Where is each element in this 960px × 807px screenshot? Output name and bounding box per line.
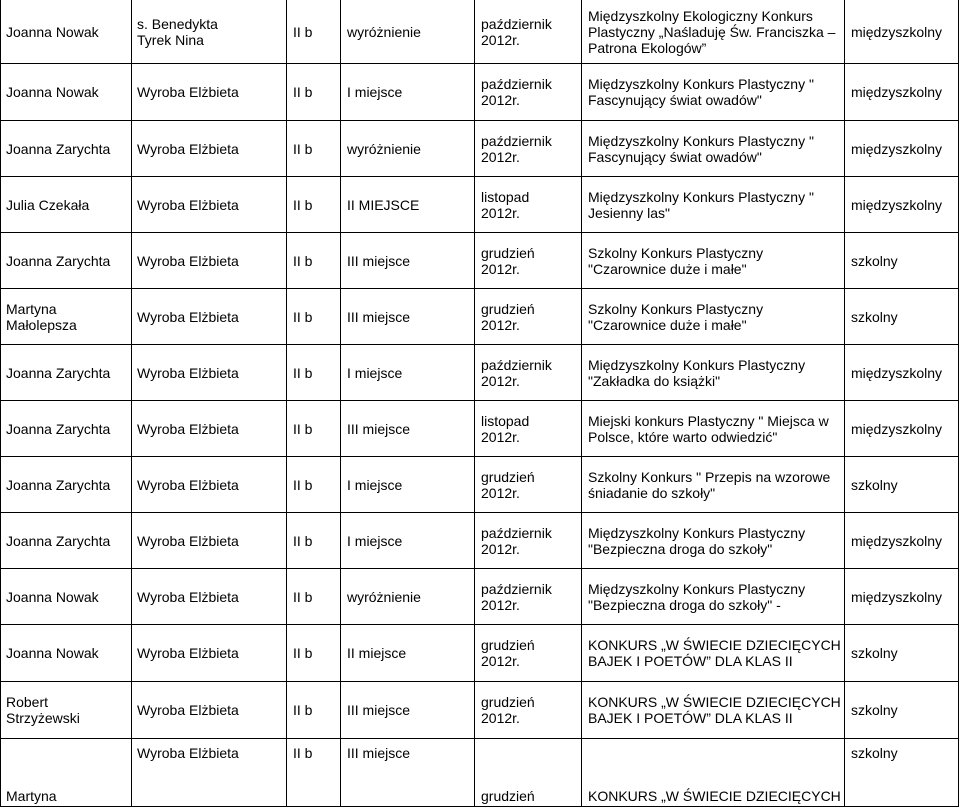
- contest-name-cell: [582, 0, 845, 64]
- contest-name-line: "Bezpieczna droga do szkoły": [588, 540, 773, 557]
- contest-level-text: międzyszkolny: [851, 23, 943, 40]
- student-name-cell: [1, 345, 132, 401]
- date-cell: [475, 289, 582, 345]
- contest-name-line: Międzyszkolny Konkurs Plastyczny: [588, 580, 806, 597]
- contest-level-text: szkolny: [851, 745, 898, 761]
- contest-name-line: BAJEK I POETÓW” DLA KLAS II: [588, 710, 793, 726]
- awards-table-body: [1, 0, 959, 807]
- student-name-line: Martyna: [6, 788, 57, 804]
- result-cell: [341, 457, 475, 513]
- result-cell: [341, 345, 475, 401]
- contest-name-line: Patrona Ekologów”: [588, 39, 707, 56]
- contest-name-cell: [582, 513, 845, 569]
- contest-name-line: Międzyszkolny Ekologiczny Konkurs: [588, 7, 813, 24]
- contest-name-cell: [582, 682, 845, 739]
- student-name-cell: [1, 233, 132, 289]
- teacher-name-line: Wyroba Elżbieta: [137, 702, 239, 718]
- class-text: II b: [293, 140, 313, 157]
- date-line: grudzień: [481, 244, 535, 261]
- table-row: [1, 401, 959, 457]
- contest-level-text: szkolny: [851, 252, 898, 269]
- contest-name-line: Fascynujący świat owadów": [588, 148, 762, 165]
- class-cell: [287, 569, 341, 625]
- date-line: listopad: [481, 188, 530, 205]
- class-text: II b: [293, 196, 313, 213]
- table-row: [1, 345, 959, 401]
- date-cell: [475, 625, 582, 682]
- date-line: grudzień: [481, 300, 535, 317]
- contest-level-text: szkolny: [851, 645, 898, 661]
- contest-name-line: śniadanie do szkoły": [588, 484, 716, 501]
- class-text: II b: [293, 420, 313, 437]
- contest-name-line: Polsce, które warto odwiedzić": [588, 428, 778, 445]
- teacher-name-line: Wyroba Elżbieta: [137, 364, 239, 381]
- table-row: [1, 0, 959, 64]
- date-line: 2012r.: [481, 710, 520, 726]
- student-name-cell: [1, 513, 132, 569]
- class-cell: [287, 177, 341, 233]
- contest-level-cell: [845, 64, 959, 121]
- teacher-name-cell: [132, 625, 287, 682]
- date-line: październik: [481, 15, 552, 32]
- contest-name-line: Plastyczny „Naśladuję Św. Franciszka –: [588, 23, 836, 40]
- class-cell: [287, 289, 341, 345]
- class-cell: [287, 739, 341, 807]
- date-line: październik: [481, 132, 552, 149]
- date-cell: [475, 569, 582, 625]
- table-row: [1, 177, 959, 233]
- date-cell: [475, 64, 582, 121]
- student-name-cell: [1, 682, 132, 739]
- result-cell: [341, 513, 475, 569]
- result-text: I miejsce: [347, 532, 403, 549]
- table-row: [1, 739, 959, 807]
- contest-name-line: Miejski konkurs Plastyczny " Miejsca w: [588, 412, 829, 429]
- date-line: październik: [481, 356, 552, 373]
- result-cell: [341, 569, 475, 625]
- result-cell: [341, 64, 475, 121]
- date-cell: [475, 0, 582, 64]
- date-line: październik: [481, 524, 552, 541]
- student-name-line: Joanna Nowak: [6, 588, 99, 605]
- result-text: wyróżnienie: [347, 140, 421, 157]
- date-line: listopad: [481, 412, 530, 429]
- class-cell: [287, 401, 341, 457]
- result-cell: [341, 625, 475, 682]
- result-text: III miejsce: [347, 252, 411, 269]
- table-row: [1, 457, 959, 513]
- teacher-name-line: Wyroba Elżbieta: [137, 140, 239, 157]
- class-text: II b: [293, 252, 313, 269]
- class-cell: [287, 682, 341, 739]
- contest-name-line: Międzyszkolny Konkurs Plastyczny ": [588, 76, 814, 92]
- teacher-name-cell: [132, 0, 287, 64]
- teacher-name-line: Wyroba Elżbieta: [137, 476, 239, 493]
- contest-level-cell: [845, 739, 959, 807]
- teacher-name-cell: [132, 513, 287, 569]
- class-cell: [287, 513, 341, 569]
- contest-name-cell: [582, 233, 845, 289]
- student-name-line: Robert: [6, 694, 49, 710]
- teacher-name-line: Wyroba Elżbieta: [137, 308, 239, 325]
- result-text: II miejsce: [347, 645, 407, 661]
- contest-level-cell: [845, 569, 959, 625]
- contest-level-cell: [845, 625, 959, 682]
- contest-name-cell: [582, 289, 845, 345]
- teacher-name-cell: [132, 233, 287, 289]
- teacher-name-line: Wyroba Elżbieta: [137, 588, 239, 605]
- date-line: grudzień: [481, 637, 535, 653]
- teacher-name-line: Wyroba Elżbieta: [137, 84, 239, 100]
- contest-level-cell: [845, 177, 959, 233]
- student-name-cell: [1, 625, 132, 682]
- contest-name-line: Szkolny Konkurs " Przepis na wzorowe: [588, 468, 831, 485]
- result-text: III miejsce: [347, 420, 411, 437]
- class-cell: [287, 64, 341, 121]
- teacher-name-cell: [132, 289, 287, 345]
- contest-name-line: Jesienny las": [588, 204, 671, 221]
- contest-name-line: Szkolny Konkurs Plastyczny: [588, 300, 764, 317]
- date-cell: [475, 177, 582, 233]
- date-cell: [475, 401, 582, 457]
- contest-name-cell: [582, 177, 845, 233]
- class-text: II b: [293, 645, 313, 661]
- contest-name-line: Międzyszkolny Konkurs Plastyczny: [588, 524, 806, 541]
- date-cell: [475, 121, 582, 177]
- teacher-name-cell: [132, 682, 287, 739]
- contest-name-cell: [582, 345, 845, 401]
- teacher-name-line: Wyroba Elżbieta: [137, 420, 239, 437]
- class-cell: [287, 0, 341, 64]
- result-cell: [341, 177, 475, 233]
- class-text: II b: [293, 364, 313, 381]
- contest-name-line: KONKURS „W ŚWIECIE DZIECIĘCYCH: [588, 788, 841, 804]
- contest-level-cell: [845, 513, 959, 569]
- date-line: 2012r.: [481, 148, 520, 165]
- student-name-cell: [1, 739, 132, 807]
- contest-level-text: międzyszkolny: [851, 140, 943, 157]
- contest-name-line: "Bezpieczna droga do szkoły" -: [588, 596, 781, 613]
- contest-level-cell: [845, 233, 959, 289]
- contest-level-cell: [845, 121, 959, 177]
- teacher-name-line: Wyroba Elżbieta: [137, 532, 239, 549]
- class-text: II b: [293, 476, 313, 493]
- date-line: grudzień: [481, 788, 535, 804]
- contest-level-text: międzyszkolny: [851, 364, 943, 381]
- student-name-line: Joanna Nowak: [6, 645, 99, 661]
- date-line: 2012r.: [481, 204, 520, 221]
- table-row: [1, 513, 959, 569]
- result-cell: [341, 682, 475, 739]
- teacher-name-cell: [132, 739, 287, 807]
- student-name-cell: [1, 401, 132, 457]
- date-cell: [475, 457, 582, 513]
- date-cell: [475, 233, 582, 289]
- class-cell: [287, 345, 341, 401]
- table-row: [1, 682, 959, 739]
- student-name-line: Julia Czekała: [6, 196, 90, 213]
- contest-name-line: Szkolny Konkurs Plastyczny: [588, 244, 764, 261]
- contest-name-cell: [582, 401, 845, 457]
- date-line: październik: [481, 76, 552, 92]
- contest-name-line: Międzyszkolny Konkurs Plastyczny ": [588, 188, 814, 205]
- contest-name-line: Fascynujący świat owadów": [588, 92, 762, 108]
- student-name-line: Małolepsza: [6, 316, 77, 333]
- teacher-name-cell: [132, 177, 287, 233]
- student-name-line: Joanna Zarychta: [6, 140, 111, 157]
- student-name-line: Joanna Nowak: [6, 23, 99, 40]
- contest-level-cell: [845, 289, 959, 345]
- result-cell: [341, 289, 475, 345]
- result-text: II MIEJSCE: [347, 196, 420, 213]
- contest-level-text: szkolny: [851, 308, 898, 325]
- date-line: 2012r.: [481, 31, 520, 48]
- contest-name-line: Międzyszkolny Konkurs Plastyczny: [588, 356, 806, 373]
- date-line: październik: [481, 580, 552, 597]
- table-row: [1, 569, 959, 625]
- contest-name-cell: [582, 457, 845, 513]
- contest-level-text: międzyszkolny: [851, 588, 943, 605]
- student-name-line: Joanna Zarychta: [6, 364, 111, 381]
- student-name-cell: [1, 289, 132, 345]
- result-text: wyróżnienie: [347, 588, 421, 605]
- contest-level-text: międzyszkolny: [851, 196, 943, 213]
- class-text: II b: [293, 308, 313, 325]
- student-name-line: Joanna Zarychta: [6, 420, 111, 437]
- class-cell: [287, 233, 341, 289]
- date-line: grudzień: [481, 694, 535, 710]
- class-text: II b: [293, 23, 313, 40]
- student-name-line: Strzyżewski: [6, 710, 80, 726]
- contest-name-cell: [582, 625, 845, 682]
- student-name-cell: [1, 457, 132, 513]
- student-name-cell: [1, 0, 132, 64]
- date-line: 2012r.: [481, 428, 520, 445]
- student-name-line: Joanna Zarychta: [6, 252, 111, 269]
- date-line: 2012r.: [481, 484, 520, 501]
- student-name-line: Joanna Zarychta: [6, 532, 111, 549]
- teacher-name-cell: [132, 64, 287, 121]
- table-row: [1, 233, 959, 289]
- student-name-line: Joanna Nowak: [6, 84, 99, 100]
- contest-level-cell: [845, 682, 959, 739]
- date-line: 2012r.: [481, 372, 520, 389]
- contest-level-cell: [845, 401, 959, 457]
- result-text: I miejsce: [347, 84, 403, 100]
- contest-name-line: Międzyszkolny Konkurs Plastyczny ": [588, 132, 814, 149]
- class-text: II b: [293, 588, 313, 605]
- result-cell: [341, 121, 475, 177]
- student-name-line: Martyna: [6, 300, 57, 317]
- result-text: wyróżnienie: [347, 23, 421, 40]
- class-cell: [287, 121, 341, 177]
- teacher-name-cell: [132, 345, 287, 401]
- table-row: [1, 64, 959, 121]
- class-text: II b: [293, 702, 313, 718]
- date-cell: [475, 739, 582, 807]
- contest-level-text: międzyszkolny: [851, 420, 943, 437]
- class-text: II b: [293, 84, 313, 100]
- date-line: 2012r.: [481, 596, 520, 613]
- teacher-name-line: Wyroba Elżbieta: [137, 745, 239, 761]
- contest-name-line: BAJEK I POETÓW” DLA KLAS II: [588, 653, 793, 669]
- contest-level-text: międzyszkolny: [851, 84, 943, 100]
- date-line: 2012r.: [481, 260, 520, 277]
- student-name-cell: [1, 64, 132, 121]
- contest-level-text: międzyszkolny: [851, 532, 943, 549]
- student-name-cell: [1, 121, 132, 177]
- contest-name-line: "Zakładka do książki": [588, 372, 721, 389]
- result-text: III miejsce: [347, 308, 411, 325]
- contest-name-cell: [582, 64, 845, 121]
- teacher-name-cell: [132, 401, 287, 457]
- contest-level-cell: [845, 0, 959, 64]
- contest-level-cell: [845, 345, 959, 401]
- result-text: I miejsce: [347, 364, 403, 381]
- teacher-name-line: Wyroba Elżbieta: [137, 252, 239, 269]
- contest-level-cell: [845, 457, 959, 513]
- contest-name-line: "Czarownice duże i małe": [588, 260, 747, 277]
- date-line: 2012r.: [481, 316, 520, 333]
- table-row: [1, 289, 959, 345]
- teacher-name-cell: [132, 569, 287, 625]
- contest-name-cell: [582, 739, 845, 807]
- result-cell: [341, 401, 475, 457]
- date-cell: [475, 682, 582, 739]
- student-name-cell: [1, 177, 132, 233]
- class-text: II b: [293, 745, 313, 761]
- contest-name-line: KONKURS „W ŚWIECIE DZIECIĘCYCH: [588, 637, 841, 653]
- teacher-name-line: Wyroba Elżbieta: [137, 645, 239, 661]
- result-cell: [341, 739, 475, 807]
- contest-name-line: KONKURS „W ŚWIECIE DZIECIĘCYCH: [588, 694, 841, 710]
- teacher-name-cell: [132, 121, 287, 177]
- table-row: [1, 625, 959, 682]
- date-line: grudzień: [481, 468, 535, 485]
- result-text: III miejsce: [347, 702, 411, 718]
- date-line: 2012r.: [481, 540, 520, 557]
- contest-level-text: szkolny: [851, 702, 898, 718]
- student-name-cell: [1, 569, 132, 625]
- contest-name-line: "Czarownice duże i małe": [588, 316, 747, 333]
- contest-level-text: szkolny: [851, 476, 898, 493]
- teacher-name-line: s. Benedykta: [137, 15, 218, 32]
- student-name-line: Joanna Zarychta: [6, 476, 111, 493]
- result-cell: [341, 0, 475, 64]
- result-text: III miejsce: [347, 745, 411, 761]
- table-row: [1, 121, 959, 177]
- result-cell: [341, 233, 475, 289]
- contest-name-cell: [582, 121, 845, 177]
- teacher-name-cell: [132, 457, 287, 513]
- date-cell: [475, 345, 582, 401]
- class-text: II b: [293, 532, 313, 549]
- class-cell: [287, 625, 341, 682]
- date-cell: [475, 513, 582, 569]
- teacher-name-line: Wyroba Elżbieta: [137, 196, 239, 213]
- date-line: 2012r.: [481, 92, 520, 108]
- date-line: 2012r.: [481, 653, 520, 669]
- class-cell: [287, 457, 341, 513]
- teacher-name-line: Tyrek Nina: [137, 31, 204, 48]
- result-text: I miejsce: [347, 476, 403, 493]
- contest-name-cell: [582, 569, 845, 625]
